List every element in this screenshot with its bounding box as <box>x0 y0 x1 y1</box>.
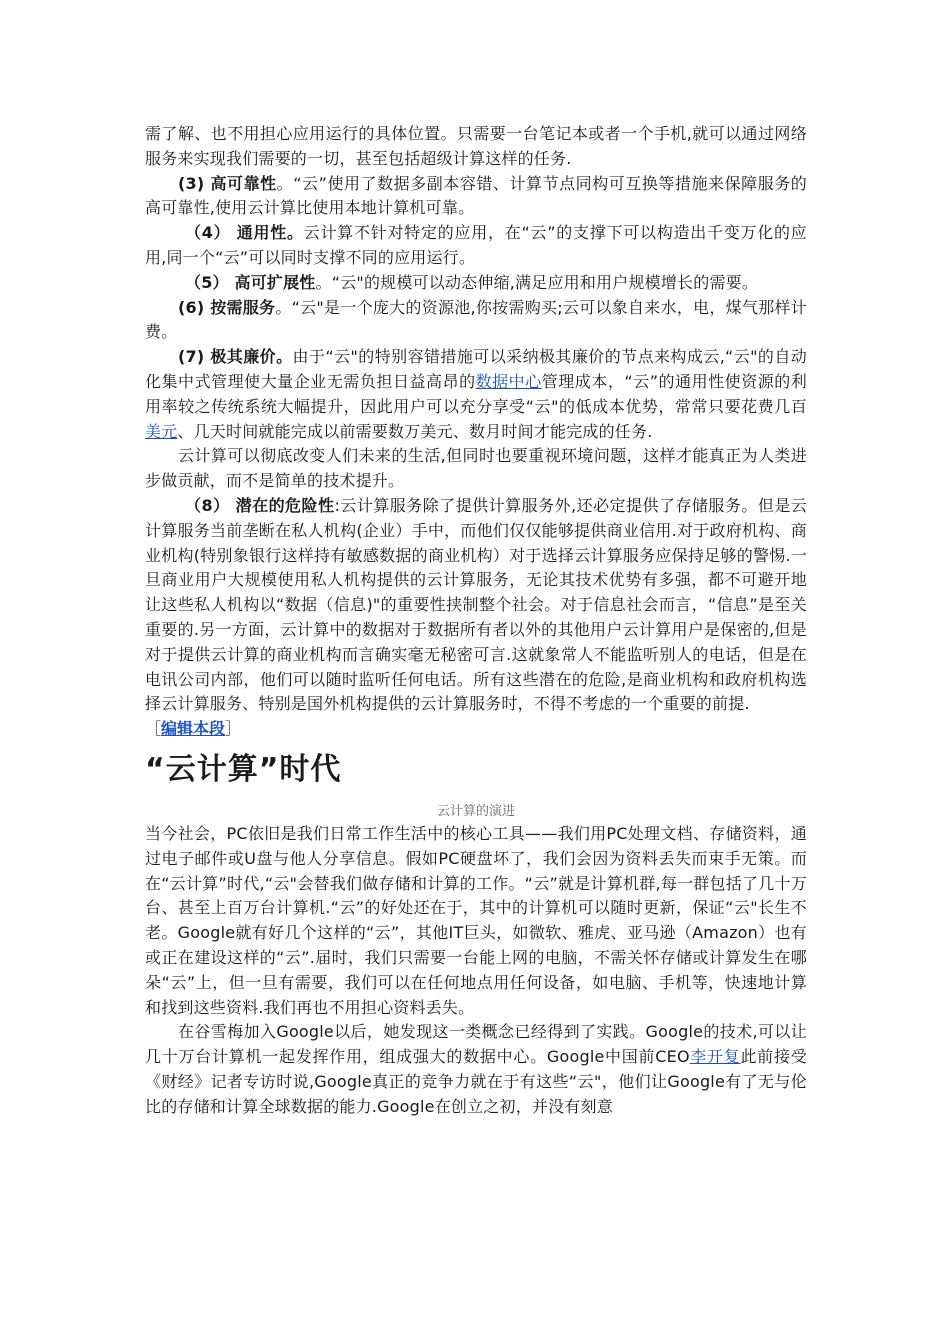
link-us-dollar[interactable]: 美元 <box>145 421 178 441</box>
feature-text-scalability: 。“云"的规模可以动态伸缩,满足应用和用户规模增长的需要。 <box>315 272 759 292</box>
edit-section-line <box>145 717 807 742</box>
feature-text-on-demand: 。“云"是一个庞大的资源池,你按需购买;云可以象自来水，电，煤气那样计费。 <box>145 297 807 342</box>
link-kai-fu-lee[interactable]: 李开复 <box>689 1047 741 1067</box>
paragraph-low-cost <box>145 345 807 444</box>
feature-label-risk: （8） 潜在的危险性 <box>185 495 335 515</box>
edit-bracket-open: ［ <box>145 719 162 739</box>
image-caption: 云计算的演进 <box>436 803 515 819</box>
section-title: “云计算”时代 <box>145 751 342 787</box>
feature-text-versatility: 云计算不针对特定的应用，在“云”的支撑下可以构造出千变万化的应用,同一个“云”可以同时支撑不同的应用运行。 <box>145 223 808 267</box>
feature-label-on-demand: (6) 按需服务 <box>178 297 276 317</box>
feature-label-versatility: （4） 通用性。 <box>185 223 304 243</box>
paragraph-versatility <box>145 221 807 271</box>
feature-text-low-cost-1: 由于“云"的特别容错措施可以采纳极其廉价的节点来构成云,“云"的自动化集中式管理使大量企业无需负担日益高昂的 <box>145 347 807 391</box>
google-text-1: 在谷雪梅加入Google以后，她发现这一类概念已经得到了实践。Google的技术,可以让几十万台计算机一起发挥作用，组成强大的数据中心。Google中国前CEO <box>145 1022 807 1067</box>
feature-label-reliability: (3) 高可靠性 <box>178 173 277 193</box>
edit-bracket-close: ］ <box>225 719 242 739</box>
google-text-2: 此前接受《财经》记者专访时说,Google真正的竞争力就在于有这些“云"，他们让Google有了无与伦比的存储和计算全球数据的能力.Google在创立之初，并没有刻意 <box>145 1047 807 1116</box>
feature-text-reliability: 。“云”使用了数据多副本容错、计算节点同构可互换等措施来保障服务的高可靠性,使用云计算比使用本地计算机可靠。 <box>145 173 807 218</box>
link-data-center[interactable]: 数据中心 <box>475 371 542 391</box>
paragraph-flexibility-cont: 需了解、也不用担心应用运行的具体位置。只需要一台笔记本或者一个手机,就可以通过网络服务来实现我们需要的一切，甚至包括超级计算这样的任务. <box>145 124 807 168</box>
feature-text-low-cost-2: 管理成本，“云”的通用性使资源的利用率较之传统系统大幅提升，因此用户可以充分享受“云"的低成本优势，常常只要花费几百 <box>145 371 807 416</box>
paragraph-cloud-era: 当今社会，PC依旧是我们日常工作生活中的核心工具——我们用PC处理文档、存储资料，通过电子邮件或U盘与他人分享信息。假如PC硬盘坏了，我们会因为资料丢失而束手无策。而在“云计算”时代,“云"会替我们做存储和计算的工作。“云”就是计算机群,每一群包括了几十万台、甚至上百万台计算机.“云”的好处还在于，其中的计算机可以随时更新，保证“云"长生不老。Google就有好几个这样的“云”，其他IT巨头，如微软、雅虎、亚马逊（Amazon）也有或正在建设这样的“云”.届时，我们只需要一台能上网的电脑，不需关怀存储或计算发生在哪朵“云”上，但一旦有需要，我们可以在任何地点用任何设备，如电脑、手机等，快速地计算和找到这些资料.我们再也不用担心资料丢失。 <box>145 823 807 1017</box>
feature-label-low-cost: (7) 极其廉价。 <box>178 347 293 367</box>
feature-label-scalability: （5） 高可扩展性 <box>185 272 316 292</box>
document-body <box>145 122 807 1119</box>
paragraph-high-reliability <box>145 172 807 222</box>
feature-text-low-cost-3: 、几天时间就能完成以前需要数万美元、数月时间才能完成的任务. <box>177 421 653 441</box>
paragraph-google <box>145 1020 807 1119</box>
paragraph-potential-risk <box>145 494 807 717</box>
feature-text-risk: :云计算服务除了提供计算服务外,还必定提供了存储服务。但是云计算服务当前垄断在私人机构(企业）手中，而他们仅仅能够提供商业信用.对于政府机构、商业机构(特别象银行这样持有敏感数据的商业机构）对于选择云计算服务应保持足够的警惕.一旦商业用户大规模使用私人机构提供的云计算服务，无论其技术优势有多强，都不可避开地让这些私人机构以“数据（信息)"的重要性挟制整个社会。对于信息社会而言，“信息”是至关重要的.另一方面，云计算中的数据对于数据所有者以外的其他用户云计算用户是保密的,但是对于提供云计算的商业机构而言确实毫无秘密可言.这就象常人不能监听别人的电话，但是在电讯公司内部，他们可以随时监听任何电话。所有这些潜在的危险,是商业机构和政府机构选择云计算服务、特别是国外机构提供的云计算服务时，不得不考虑的一个重要的前提. <box>145 495 807 714</box>
paragraph-environment: 云计算可以彻底改变人们未来的生活,但同时也要重视环境问题，这样才能真正为人类进步做贡献，而不是简单的技术提升。 <box>145 446 807 491</box>
paragraph-on-demand <box>145 296 807 346</box>
edit-section-link[interactable]: 编辑本段 <box>161 719 226 739</box>
paragraph-scalability <box>145 271 807 296</box>
